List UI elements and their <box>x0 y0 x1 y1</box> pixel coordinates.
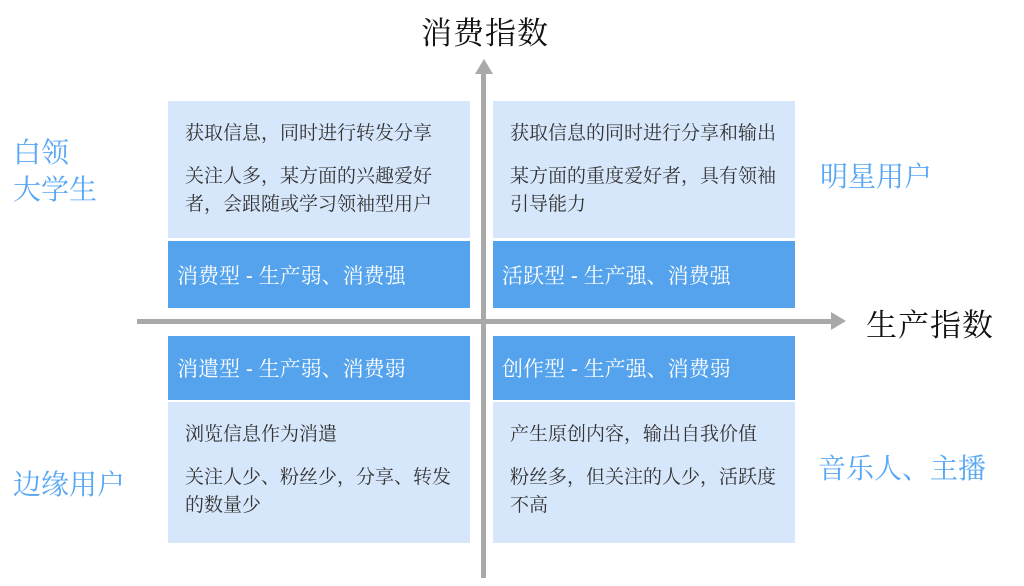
quadrant-top-left-description <box>168 101 470 238</box>
x-axis-arrow-right-icon <box>831 312 846 330</box>
quadrant-top-right-desc-line1: 获取信息的同时进行分享和输出 <box>510 123 777 144</box>
corner-label-top-left-line1: 白领 <box>13 137 70 168</box>
quadrant-bottom-right-desc-line1: 产生原创内容，输出自我价值 <box>510 424 758 445</box>
y-axis-title: 消费指数 <box>421 16 549 51</box>
y-axis-line <box>481 73 486 578</box>
quadrant-bottom-right-banner: 创作型 - 生产强、消费弱 <box>493 336 795 400</box>
quadrant-bottom-left-banner: 消遣型 - 生产弱、消费弱 <box>168 336 470 400</box>
corner-label-top-left <box>13 134 97 208</box>
corner-label-bottom-right: 音乐人、主播 <box>818 453 987 484</box>
quadrant-top-left-desc-line2: 关注人多，某方面的兴趣爱好者，会跟随或学习领袖型用户 <box>185 166 433 216</box>
quadrant-bottom-left-description <box>168 402 470 543</box>
quadrant-top-right-description <box>493 101 795 238</box>
corner-label-top-left-line2: 大学生 <box>13 174 98 205</box>
x-axis-title: 生产指数 <box>866 308 994 343</box>
quadrant-top-right-desc-line2: 某方面的重度爱好者，具有领袖引导能力 <box>510 166 777 216</box>
quadrant-top-left-banner: 消费型 - 生产弱、消费强 <box>168 241 470 308</box>
y-axis-arrow-up-icon <box>475 59 493 74</box>
quadrant-bottom-right-desc-line2: 粉丝多，但关注的人少，活跃度不高 <box>510 467 777 517</box>
quadrant-bottom-right-description <box>493 402 795 543</box>
quadrant-bottom-left-desc-line2: 关注人少、粉丝少，分享、转发的数量少 <box>185 467 452 517</box>
quadrant-top-left-desc-line1: 获取信息，同时进行转发分享 <box>185 123 433 144</box>
x-axis-line <box>137 319 832 324</box>
corner-label-top-right: 明星用户 <box>820 161 933 192</box>
corner-label-bottom-left: 边缘用户 <box>13 469 126 500</box>
quadrant-top-right-banner: 活跃型 - 生产强、消费强 <box>493 241 795 308</box>
quadrant-bottom-left-desc-line1: 浏览信息作为消遣 <box>185 424 338 445</box>
